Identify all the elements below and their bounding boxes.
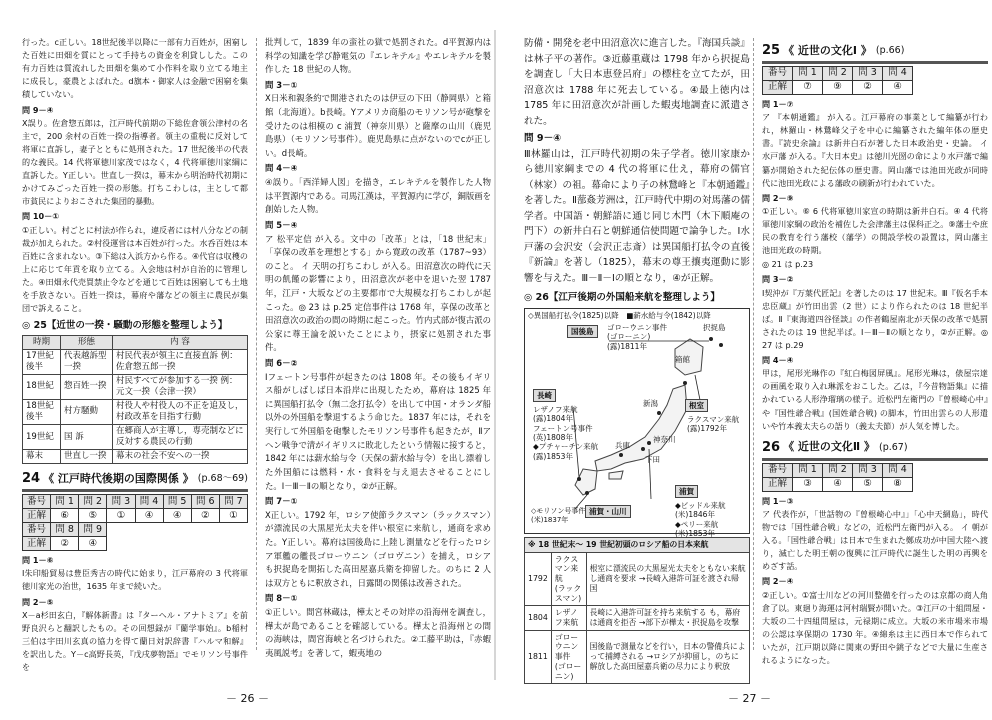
paragraph: 甲は，尾形光琳作の『紅白梅図屏風』。尾形光琳は，俵屋宗達の画風を取り入れ琳派をおこした。乙は，『今昔物語集』に描かれている人形浄瑠璃の様子。近松門左衛門の『曽根崎心中』や『国性爺合戦』(国姓爺合戦) の脚本，竹田出雲らの人形遣いや竹本義太夫らの語り（義太夫節）が人気を博した。: [762, 368, 988, 431]
answer-label: 正解: [763, 81, 793, 95]
table-cell: 代表越訴型一揆: [61, 349, 113, 374]
table-cell: 国 訴: [61, 425, 113, 450]
question-heading: 問 3－②: [762, 274, 794, 285]
answer-header: 問 4: [883, 67, 913, 81]
uprising-table: [22, 335, 248, 464]
table-row: [525, 630, 750, 684]
table-cell: レザノフ来航: [551, 606, 586, 630]
paragraph: ア 代表作が，「世話物の『曽根崎心中』」「心中天網島」，時代物では「国性爺合戦」などの，近松門左衛門が入る。 イ 朝が入る。「国性爺合戦」は日本で生まれた鄭成功が中国大陸へ渡り，滅亡した明王朝の復興に江戸時代に誕生した明の再興をめざす話。: [762, 508, 988, 572]
russian-ships-table: [524, 537, 750, 685]
map-place-label: 箱館: [675, 354, 690, 364]
table-row: [23, 374, 248, 399]
table-cell: 国後島で測量などを行い，日本の警備兵によって捕縛される →ロシアが抑留し，のちに解放した高田屋嘉兵衛の尽力により釈放: [586, 630, 749, 684]
table-cell: 根室に漂流民の大黒屋光太夫をともない来航し通商を要求 →長崎入港許可証を渡され帰国: [586, 552, 749, 606]
table-cell: 世直し一揆: [61, 450, 113, 464]
reference-title: ◎ 25【近世の一揆・騒動の形態を整理しよう】: [22, 320, 228, 332]
answer-value: ⑦: [793, 81, 823, 95]
table-cell: 長崎に入港許可証を持ち来航する も，幕府は通商を拒否 →部下が樺太・択捉島を攻撃: [586, 606, 749, 630]
paragraph: Ⅰフェートン号事件が起きたのは 1808 年。その後もイギリス船がしばしば日本沿岸に出現したため，幕府は 1825 年に異国船打払令（無二念打払令）を出して中国・オランダ船以外の外国船を撃退するよう命じた。1837 年には，それを実行して外国船を砲撃したモリソン号事件も起きたが，Ⅱアヘン戦争で清がイギリスに敗北したという情報に接すると，1842 年には薪水給与令（天保の薪水給与令）を出し漂着した外国船には燃料・水・食料を与え退去させることにした。Ⅰ－Ⅲ－Ⅱの順となり，②が正解。: [265, 371, 491, 491]
answer-header: 問 2: [823, 67, 853, 81]
paragraph: X日米和親条約で開港されたのは伊豆の下田（静岡県）と箱館（北海道）。b長崎。Yアメリカ商船のモリソン号が砲撃を受けたのは相模の c 浦賀（神奈川県）と薩摩の山川（鹿児島県）（モリソン号事件）。鹿児島県に点がないのでcが正しい。d長崎。: [265, 93, 491, 158]
paragraph: X－a杉田玄白，『解体新書』は『ターヘル・アナトミア』を前野良沢らと翻訳したもの。その回想録が『蘭学事始』。b稲村三伯は宇田川玄真の協力を得て蘭日対訳辞書『ハルマ和解』を訳出した。Y－c高野長英，『戊戌夢物語』でモリソン号事件を: [22, 609, 248, 673]
answer-header: 問 8: [51, 523, 79, 537]
table-cell: 18世紀: [23, 374, 61, 399]
table-row: [525, 606, 750, 630]
section-heading: [762, 40, 988, 64]
map-box-label: 浦賀・山川: [585, 505, 631, 518]
section-page-ref: (p.67): [879, 441, 908, 453]
table-cell: ゴローウニン事件 (ゴローニン): [551, 630, 586, 684]
column-3: [524, 36, 750, 684]
paragraph: 批判して，1839 年の蛮社の獄で処罰された。d平賀源内は科学の知識を学び静電気の『エレキテル』やエレキテルを製作した 18 世紀の人物。: [265, 37, 491, 75]
table-row: [23, 425, 248, 450]
column-divider: [256, 38, 257, 650]
answer-value: ③: [793, 477, 823, 491]
answer-header: 問 7: [219, 495, 247, 509]
map-place-label: 下田: [645, 454, 660, 464]
answer-value: ④: [135, 509, 163, 523]
table-row: [525, 552, 750, 606]
question-heading: 問 5－④: [265, 219, 298, 230]
table-cell: ラクスマン来航 (ラックスマン): [551, 552, 586, 606]
answer-header: 問 1: [793, 463, 823, 477]
answer-label: 番号: [763, 67, 793, 81]
table-cell: 村方騒動: [61, 399, 113, 424]
answer-label: 正解: [23, 509, 51, 523]
table-caption: ※ 18 世紀末～ 19 世紀初頭のロシア船の日本来航: [525, 537, 750, 552]
section-title: 《 近世の文化Ⅰ 》: [783, 43, 872, 57]
section-number: 25: [762, 43, 781, 58]
map-box-label: 根室: [685, 399, 708, 412]
answer-value: ⑤: [853, 477, 883, 491]
paragraph: ①正しい。間宮林蔵は，樺太とその対岸の沿海州を調査し，樺太が島であることを確認している。樺太と沿海州との間の海峡は，間宮海峡と名づけられた。②工藤平助は，『赤蝦夷風説考』を著して，蝦夷地の: [265, 606, 491, 658]
table-cell: 村民すべてが参加する一揆 例：元文一揆（会津一揆）: [113, 374, 248, 399]
map-event-label: ゴローウニン事件 (ゴローニン) (露)1811年: [607, 322, 667, 351]
answer-header: 問 5: [163, 495, 191, 509]
question-heading: 問 9－④: [22, 104, 54, 115]
map-event-label: ◇モリソン号事件 (米)1837年: [531, 506, 586, 524]
answer-header: 問 2: [79, 495, 107, 509]
paragraph: X誤り。佐倉惣五郎は，江戸時代前期の下総佐倉領公津村の名主で，200 余村の百姓一揆の指導者。領主の重税に反対して将軍に直訴し，妻子とともに処刑された。17 世紀後半の代表的な義民。14 代将軍徳川家茂ではなく，4 代将軍徳川家綱に直訴した。Y正しい。世直し一揆は，幕末から明治時代初期にかけてみごった百姓一揆の形態。打ちこわしは，主として都市貧民によりおこされた集団的暴動。: [22, 117, 248, 207]
section-title: 《 江戸時代後期の国際関係 》: [43, 471, 194, 485]
table-cell: 村民代表が領主に直接直訴 例：佐倉惣五郎一揆: [113, 349, 248, 374]
answer-value: ⑤: [79, 509, 107, 523]
japan-map: [524, 308, 750, 538]
answer-header: 問 4: [135, 495, 163, 509]
answer-header: 問 1: [793, 67, 823, 81]
section-number: 26: [762, 439, 781, 455]
paragraph: ④誤り。「西洋婦人図」を描き，エレキテルを製作した人物は平賀源内である。司馬江漢は，平賀源内に学び，銅版画を創始した人物。: [265, 177, 491, 215]
table-cell: 村役人や村役人の不正を追及し，村政改革を目指す行動: [113, 399, 248, 424]
table-cell: 1792: [525, 552, 552, 606]
paragraph: ②正しい。①富士川などの河川整備を行ったのは京都の商人角倉了以。東廻り海運は河村瑞賢が開いた。③江戸の十組問屋・大坂の二十四組問屋は，元禄期に成立。大坂の米市場米市場の公認は享保期の 1730 年。④綿糸は主に西日本で作られていたが，江戸期以降に関東の野田や銚子などで大量に生産されるようになった。: [762, 589, 988, 666]
reference-title: ◎ 26【江戸後期の外国船来航を整理しよう】: [524, 291, 720, 303]
answer-value: ②: [51, 537, 79, 551]
section-heading: [22, 468, 248, 492]
answer-value: ⑧: [883, 477, 913, 491]
table-cell: 1804: [525, 606, 552, 630]
table-cell: 在郷商人が主導し，専売制などに反対する農民の行動: [113, 425, 248, 450]
answer-label: 正解: [23, 537, 51, 551]
map-box-label: 浦賀: [675, 485, 698, 498]
table-cell: 幕末: [23, 450, 61, 464]
answer-header: 問 9: [79, 523, 107, 537]
table-cell: 幕末の社会不安への一揆: [113, 450, 248, 464]
answer-value: ①: [107, 509, 135, 523]
answer-header: 問 2: [823, 463, 853, 477]
answer-value: ④: [79, 537, 107, 551]
section-page-ref: (p.68〜69): [197, 472, 248, 484]
section-heading: [762, 437, 988, 461]
column-2: [265, 36, 491, 661]
table-cell: 18世紀後半: [23, 399, 61, 424]
paragraph: ア 松平定信 が入る。文中の「改革」とは，「18 世紀末」「享保の改革を理想とする」から寛政の改革（1787~93）のこと。 イ 天明の打ちこわし が入る。田沼意次の時代に天明の飢饉の影響により，田沼意次が老中を退いた翌 1787 年，江戸・大坂などの主要都市で大規模な打ちこわしが起こった。◎ 23 は p.25 定信事件は 1768 年，享保の改革と田沼意次の政治の間の時期に起こった。竹内式部が復古派の公家に尊王論を説いたことにより，摂家に処罰された事件。: [265, 233, 491, 353]
paragraph: Ⅰ契沖が『万葉代匠記』を著したのは 17 世紀末。Ⅲ『仮名手本忠臣蔵』が竹田出雲（2 世）により作られたのは 18 世紀半ば。Ⅱ『東海道四谷怪談』の作者鶴屋南北が天保の改革で処罰されたのは 19 世紀半ば。Ⅰ－Ⅲ－Ⅱの順となり，②が正解。◎ 27 は p.29: [762, 287, 988, 351]
question-heading: 問 1－③: [762, 495, 794, 506]
answer-label: 番号: [763, 463, 793, 477]
map-place-label: 神奈川: [653, 434, 676, 444]
table-row: [23, 349, 248, 374]
map-event-label: ラクスマン来航 (露)1792年: [687, 414, 740, 434]
map-box-label: 長崎: [533, 389, 556, 402]
reference-note: ◎ 21 は p.23: [762, 259, 814, 270]
question-heading: 問 4－④: [762, 355, 794, 366]
question-heading: 問 2－⑨: [762, 192, 794, 203]
table-header: 時期: [23, 335, 61, 349]
answer-table: [762, 463, 913, 492]
table-cell: 17世紀後半: [23, 349, 61, 374]
answer-value: ①: [219, 509, 247, 523]
answer-header: 問 3: [853, 463, 883, 477]
answer-value: ②: [191, 509, 219, 523]
answer-header: 問 3: [853, 67, 883, 81]
table-header-row: [23, 335, 248, 349]
table-cell: 惣百姓一揆: [61, 374, 113, 399]
table-row: [23, 399, 248, 424]
question-heading: 問 9－④: [524, 133, 562, 145]
map-event-label: ◆ビッドル来航 (米)1846年 ◆ペリー来航 (米)1853年: [675, 500, 726, 538]
section-number: 24: [22, 471, 41, 487]
answer-label: 番号: [23, 523, 51, 537]
answer-table: [22, 494, 248, 551]
question-heading: 問 10－①: [22, 211, 60, 222]
question-heading: 問 4－④: [265, 163, 298, 174]
answer-value: ④: [823, 477, 853, 491]
column-divider: [753, 38, 754, 650]
answer-table: [762, 66, 913, 95]
answer-value: ④: [883, 81, 913, 95]
map-event-label: レザノフ来航 (露)1804年 フェートン号事件 (英)1808年 ◆プチャーチン来航 (露)1853年: [533, 404, 599, 461]
answer-header: 問 1: [51, 495, 79, 509]
table-cell: 19世紀: [23, 425, 61, 450]
map-place-label: 択捉島: [703, 322, 726, 332]
page-gutter: [494, 30, 496, 680]
question-heading: 問 6－②: [265, 358, 298, 369]
table-row: [23, 450, 248, 464]
question-heading: 問 1－⑦: [762, 99, 794, 110]
section-page-ref: (p.66): [875, 44, 905, 56]
paragraph: ①正しい。村ごとに村法が作られ，違反者には村八分などの制裁が加えられた。②村役運営は本百姓が行った。水呑百姓は本百姓に含まれない。③下総は入浜方から作る。④代官は収穫の上に応じて年貢を取り立てる。入会地は村が自治的に管理した。④田畑永代売買禁止令などを通じて百姓は困窮しても土地を手放さない。百姓一揆は，幕府や藩などの領主に農民が集団で訴えること。: [22, 224, 248, 314]
answer-value: ⑥: [51, 509, 79, 523]
page-number-right: － 27 －: [728, 692, 771, 705]
question-heading: 問 1－⑥: [22, 555, 54, 566]
answer-header: 問 4: [883, 463, 913, 477]
map-legend: ◇異国船打払令(1825)以降 ■薪水給与令(1842)以降: [528, 310, 711, 320]
question-heading: 問 2－④: [762, 576, 794, 587]
column-4: [762, 36, 988, 668]
map-place-label: 兵庫: [615, 440, 630, 450]
question-heading: 問 8－①: [265, 593, 298, 604]
table-cell: 1811: [525, 630, 552, 684]
column-1: [22, 36, 248, 675]
table-header: 内 容: [113, 335, 248, 349]
paragraph: ①正しい。⑥ 6 代将軍徳川家宣の時期は新井白石。④ 4 代将軍徳川家綱の政治を補佐した会津藩主は保科正之。⑨藩士や庶民の教育を行う藩校（藩学）の開設学校の設置は，岡山藩主池田光政の時期。: [762, 205, 988, 256]
paragraph: 行った。c正しい。18世紀後半以降に一部有力百姓が，困窮した百姓に田畑を質にとって手持ちの資金を利貸しした。この有力百姓は質流れした田畑を集めて小作料を取り立てる地主に成長し，豪農とよばれた。d旗本・御家人は金融で困窮を集積していない。: [22, 37, 248, 100]
page-number-left: － 26 －: [226, 692, 269, 705]
answer-value: ④: [163, 509, 191, 523]
paragraph: ア 『本朝通鑑』 が入る。江戸幕府の事業として編纂が行われ，林羅山・林鵞峰父子を中心に編纂された編年体の歴史書。『読史余論』は新井白石が著した日本政治史・史論。 イ 水戸藩 が入る。『大日本史』は徳川光圀の命により水戸藩で編纂が開始された紀伝体の歴史書。岡山藩では池田光政が同時代に池田光政による藩政の刷新が行われていた。: [762, 112, 988, 188]
answer-label: 番号: [23, 495, 51, 509]
map-box-label: 国後島: [567, 325, 598, 338]
paragraph: Ⅰ朱印船貿易は豊臣秀吉の時代に始まり，江戸幕府の 3 代将軍徳川家光の治世，1635 年まで続いた。: [22, 568, 248, 592]
paragraph: Ⅲ林羅山は，江戸時代初期の朱子学者。徳川家康から徳川家綱までの 4 代の将軍に仕え，幕府の儒官（林家）の祖。幕命により子の林鵞峰と『本朝通鑑』を著した。Ⅱ蔀姦芳洲は，江戸時代中期の対馬藩の儒学者。中国語・朝鮮語に通じ同じ木門（木下順庵の門下）の新井白石と朝鮮通信使問題で論争した。Ⅰ水戸藩の会沢安（会沢正志斎）は異国船打払令の直後『新論』を著し（1825），幕末の尊王攘夷運動に影響を与えた。Ⅲ－Ⅱ－Ⅰの順となり，④が正解。: [524, 148, 750, 284]
paragraph: X正しい。1792 年，ロシア使節ラクスマン（ラックスマン）が漂流民の大黒屋光太夫を伴い根室に来航し，通商を求めた。Y正しい。幕府は国後島に上陸し測量などを行ったロシア軍艦の艦長ゴローウニン（ゴロヴニン）を捕え，ロシアも択捉島を開拓した高田屋嘉兵衛を抑留した。のちに 2 人は双方ともに釈放され，日露間の関係は改善された。: [265, 509, 491, 588]
question-heading: 問 3－①: [265, 79, 298, 90]
answer-header: 問 6: [191, 495, 219, 509]
map-place-label: 新潟: [643, 398, 658, 408]
answer-value: ⑨: [823, 81, 853, 95]
question-heading: 問 2－⑤: [22, 596, 54, 607]
question-heading: 問 7－①: [265, 496, 298, 507]
answer-label: 正解: [763, 477, 793, 491]
paragraph: 防備・開発を老中田沼意次に進言した。『海国兵談』は林子平の著作。③近藤重蔵は 1798 年から択捉島を調査し「大日本恵登呂府」の標柱を立てたが，田沼意次は 1788 年に死去している。④最上徳内は 1785 年に田沼意次が計画した蝦夷地調査に派遣された。: [524, 38, 750, 127]
answer-value: ②: [853, 81, 883, 95]
answer-header: 問 3: [107, 495, 135, 509]
table-header: 形態: [61, 335, 113, 349]
section-title: 《 近世の文化Ⅱ 》: [783, 440, 875, 454]
